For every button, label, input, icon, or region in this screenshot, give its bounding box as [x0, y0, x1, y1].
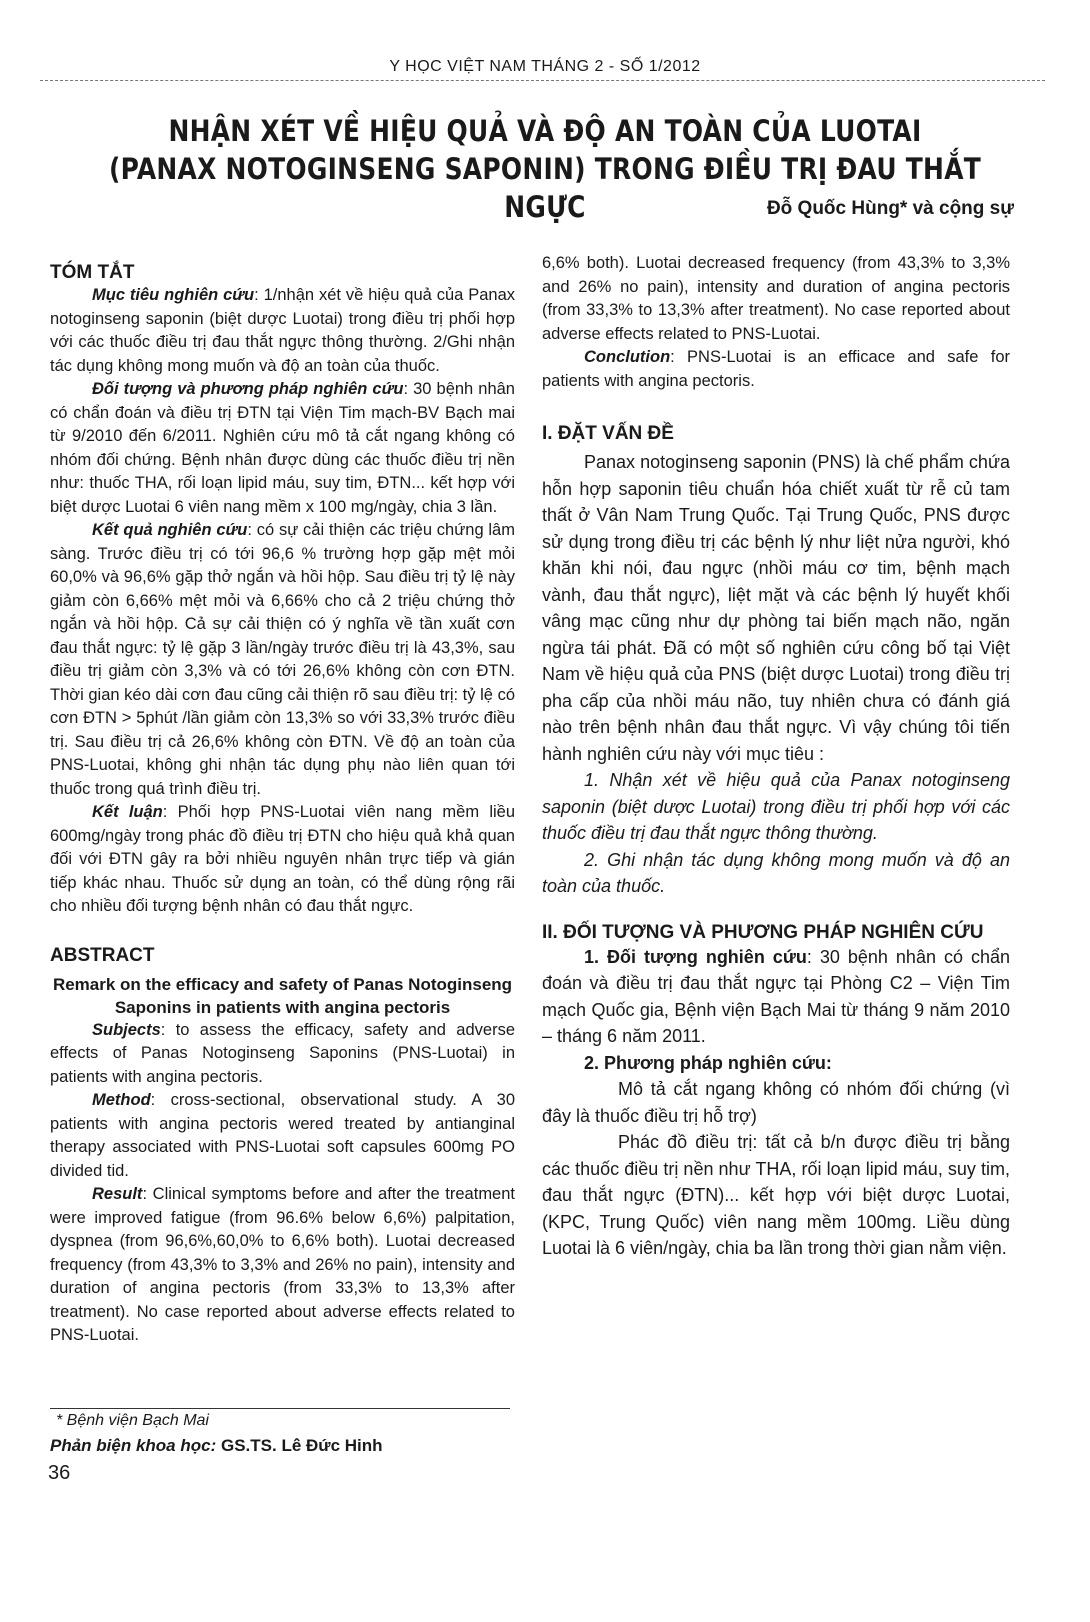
section2-methods-p1: Mô tả cắt ngang không có nhóm đối chứng (vì đây là thuốc điều trị hỗ trợ) [542, 1079, 1010, 1126]
summary-aim [50, 284, 515, 378]
abstract-result-text: : Clinical symptoms before and after the treatment were improved fatigue (from 96.6% below 6,6%) palpitation, dyspnea (from 96,6%,60,0% to 6,6% both). Luotai decreased frequency (from 43,3% to 3,3% and 26% no pain), intensity and duration of angina pectoris (from 33,3% to 13,3% after treatment). No case reported about adverse effects related to PNS-Luotai. [50, 1185, 515, 1344]
abstract-subjects [50, 1019, 515, 1090]
left-column [50, 262, 516, 1344]
section1-aim-1: 1. Nhận xét về hiệu quả của Panax notoginseng saponin (biệt dược Luotai) trong điều trị phối hợp với các thuốc điều trị đau thắt ngực thông thường. [542, 770, 1010, 843]
abstract-subjects-lead: Subjects [92, 1020, 161, 1039]
section2-subjects [542, 944, 1010, 1050]
reviewer-label: Phản biện khoa học: [50, 1436, 217, 1455]
abstract-result-continued: 6,6% both). Luotai decreased frequency (from 43,3% to 3,3% and 26% no pain), intensity and duration of angina pectoris (from 33,3% to 13,3% after treatment). No case reported about adverse effects related to PNS-Luotai. [542, 254, 1010, 343]
summary-conclusion [50, 801, 515, 919]
reviewer-name: GS.TS. Lê Đức Hinh [220, 1436, 383, 1455]
section2-subjects-lead: 1. Đối tượng nghiên cứu [584, 946, 807, 967]
abstract-heading: ABSTRACT [50, 944, 155, 966]
abstract-subtitle: Remark on the efficacy and safety of Panas Notoginseng Saponins in patients with angina pectoris [52, 974, 513, 1017]
right-column [542, 252, 1010, 1262]
abstract-method-text: : cross-sectional, observational study. A 30 patients with angina pectoris wered treated by antianginal therapy associated with PNS-Luotai soft capsules 600mg PO divided tid. [50, 1091, 515, 1180]
abstract-result [50, 1183, 515, 1344]
title-line-2: (PANAX NOTOGINSENG SAPONIN) TRONG ĐIỀU TRỊ ĐAU THẮT NGỰC [108, 152, 982, 224]
section2-methods-p2: Phác đồ điều trị: tất cả b/n được điều trị bằng các thuốc điều trị nền như THA, rối loạn lipid máu, suy tim, đau thắt ngực (ĐTN)... kết hợp với biệt dược Luotai, (KPC, Trung Quốc) viên nang mềm 100mg. Liều dùng Luotai là 6 viên/ngày, chia ba lần trong thời gian nằm viện. [542, 1132, 1010, 1258]
section2-methods-heading: 2. Phương pháp nghiên cứu: [584, 1052, 832, 1073]
abstract-conclusion-lead: Conclution [584, 348, 671, 366]
author-line: Đỗ Quốc Hùng* và cộng sự [766, 198, 1014, 219]
abstract-conclusion-text: : PNS-Luotai is an efficace and safe for patients with angina pectoris. [542, 348, 1010, 390]
footnote-affiliation: * Bệnh viện Bạch Mai [56, 1412, 209, 1429]
section1-paragraph: Panax notoginseng saponin (PNS) là chế phẩm chứa hỗn hợp saponin tiêu chuẩn hóa chiết xuất từ rễ củ tam thất ở Vân Nam Trung Quốc. Tại Trung Quốc, PNS được sử dụng trong điều trị các bệnh lý như liệt nửa người, khó khăn khi nói, đau ngực (nhồi máu cơ tim, bệnh mạch vành, đau thắt ngực), liệt mặt và các bệnh lý huyết khối vâng mạc cũng như dự phòng tai biến mạch não, ngăn ngừa tái phát. Đã có một số nghiên cứu công bố tại Việt Nam về hiệu quả của PNS (biệt dược Luotai) trong điều trị pha cấp của nhồi máu não, tuy nhiên chưa có đánh giá nào trên bệnh nhân đau thắt ngực. Vì vậy chúng tôi tiến hành nghiên cứu này với mục tiêu : [542, 452, 1010, 764]
section2-subjects-text: : 30 bệnh nhân có chẩn đoán và điều trị đau thắt ngực tại Phòng C2 – Viện Tim mạch Quốc gia, Bệnh viện Bạch Mai từ tháng 9 năm 2010 – tháng 6 năm 2011. [542, 946, 1011, 1046]
page-number: 36 [48, 1462, 71, 1484]
summary-methods-text: : 30 bệnh nhân có chẩn đoán và điều trị ĐTN tại Viện Tim mạch-BV Bạch mai từ 9/2010 đến 6/2011. Nghiên cứu mô tả cắt ngang không có nhóm đối chứng. Bệnh nhân được dùng các thuốc điều trị nền như: thuốc THA, rối loạn lipid máu, suy tim, ĐTN... kết hợp với biệt dược Luotai 6 viên nang mềm x 100 mg/ngày, chia 3 lần. [50, 380, 515, 516]
abstract-result-lead: Result [92, 1185, 143, 1203]
summary-results-text: : có sự cải thiện các triệu chứng lâm sàng. Trước điều trị có tới 96,6 % trường hợp gặp mệt mỏi 60,0% và 96,6% gặp thở ngắn và hồi hộp. Sau điều trị tỷ lệ này giảm còn 6,66% mệt mỏi và 6,66% cho cả 2 triệu chứng thở ngắn và hồi hộp. Cả sự cải thiện có ý nghĩa về tần xuất cơn đau thắt ngực: tỷ lệ gặp 3 lần/ngày trước điều trị là 43,3%, sau điều trị giảm còn 3,3% và có tới 26,6% không còn cơn ĐTN. Thời gian kéo dài cơn đau cũng cải thiện rõ sau điều trị: tỷ lệ có cơn ĐTN > 5phút /lần giảm còn 13,3% so với 33,3% trước điều trị. Sau điều trị cả 26,6% không còn ĐTN. Về độ an toàn của PNS-Luotai, không ghi nhận tác dụng phụ nào liên quan tới thuốc trong quá trình điều trị. [50, 521, 515, 798]
header-rule [40, 80, 1045, 81]
section1-aim-2: 2. Ghi nhận tác dụng không mong muốn và độ an toàn của thuốc. [542, 849, 1010, 896]
summary-aim-text: : 1/nhận xét về hiệu quả của Panax notoginseng saponin (biệt dược Luotai) trong điều trị phối hợp với các thuốc điều trị đau thắt ngực thông thường. 2/Ghi nhận tác dụng không mong muốn và độ an toàn của thuốc. [50, 286, 515, 375]
abstract-method [50, 1089, 515, 1183]
title-line-1: NHẬN XÉT VỀ HIỆU QUẢ VÀ ĐỘ AN TOÀN CỦA LUOTAI [168, 114, 922, 148]
summary-results-lead: Kết quả nghiên cứu [92, 521, 248, 539]
summary-methods [50, 378, 515, 519]
abstract-method-lead: Method [92, 1091, 151, 1109]
section2-heading: II. ĐỐI TƯỢNG VÀ PHƯƠNG PHÁP NGHIÊN CỨU [542, 921, 984, 943]
summary-methods-lead: Đối tượng và phương pháp nghiên cứu [92, 380, 404, 398]
summary-conclusion-text: : Phối hợp PNS-Luotai viên nang mềm liều 600mg/ngày trong phác đồ điều trị ĐTN cho hiệu quả khả quan đối với ĐTN gây ra bởi nhiều nguyên nhân trực tiếp và gián tiếp khác nhau. Thuốc sử dụng an toàn, có thể dùng rộng rãi cho nhiều đối tượng bệnh nhân có đau thắt ngực. [50, 803, 516, 915]
running-head: Y HỌC VIỆT NAM THÁNG 2 - SỐ 1/2012 [389, 58, 701, 75]
footnote-rule [50, 1408, 510, 1409]
summary-conclusion-lead: Kết luận [92, 803, 163, 821]
summary-aim-lead: Mục tiêu nghiên cứu [92, 286, 255, 304]
summary-heading: TÓM TẮT [50, 262, 135, 283]
summary-results [50, 519, 515, 801]
abstract-subjects-text: : to assess the efficacy, safety and adverse effects of Panas Notoginseng Saponins (PNS-Luotai) in patients with angina pectoris. [50, 1020, 515, 1086]
abstract-conclusion [542, 346, 1010, 393]
section1-heading: I. ĐẶT VẤN ĐỀ [542, 423, 674, 444]
reviewer-line [50, 1436, 383, 1456]
